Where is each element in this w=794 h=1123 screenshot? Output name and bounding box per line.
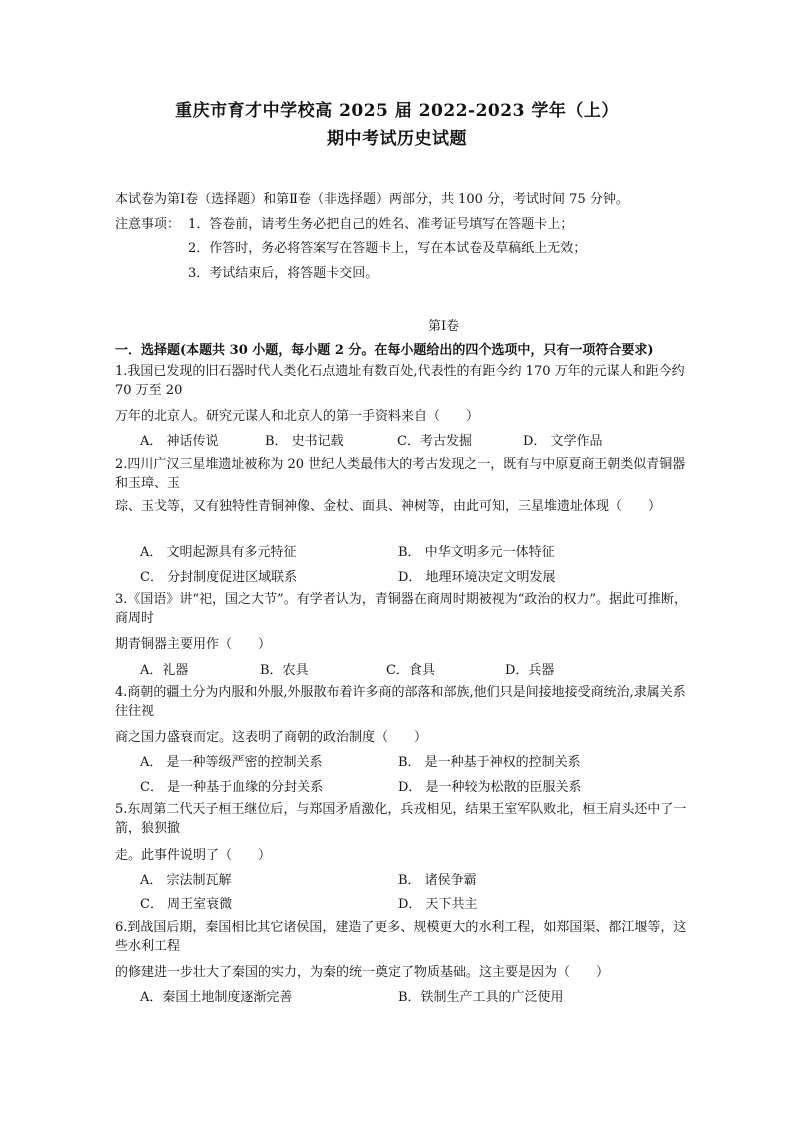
question-5-option-a: A． 宗法制瓦解 [140,873,232,888]
note-2: 2．作答时，务必将答案写在答题卡上，写在本试卷及草稿纸上无效； [188,241,587,256]
exam-title-line1: 重庆市育才中学校高 2025 届 2022-2023 学年（上） [175,101,619,121]
question-3-option-d: D．兵器 [505,663,555,678]
question-1-option-c: C．考古发掘 [397,434,472,449]
question-5-option-b: B． 诸侯争霸 [398,873,477,888]
question-2-stem-a: 2.四川广汉三星堆遗址被称为 20 世纪人类最伟大的考古发现之一，既有与中原夏商王朝类似青铜器和玉璋、玉 [115,457,686,491]
question-5-stem-a: 5.东周第二代天子桓王继位后，与郑国矛盾激化，兵戎相见，结果王室军队败北，桓王肩头还中了一箭，狼狈撤 [115,802,687,836]
question-3-stem-a: 3.《国语》讲“祀，国之大节”。有学者认为，青铜器在商周时期被视为“政治的权力”。据此可推断，商周时 [115,592,687,626]
volume-label: 第Ⅰ卷 [428,319,460,334]
question-5-option-c: C． 周王室衰微 [140,897,233,912]
question-3-option-a: A．礼器 [140,663,189,678]
question-5-option-d: D． 天下共主 [398,897,478,912]
question-1-stem-b: 万年的北京人。研究元谋人和北京人的第一手资料来自（ ） [115,409,480,424]
question-3-option-b: B．农具 [260,663,309,678]
question-2-option-a: A． 文明起源具有多元特征 [140,545,297,560]
question-4-stem-a: 4.商朝的疆土分为内服和外服,外服散布着许多商的部落和部族,他们只是间接地接受商统治,隶属关系往往视 [115,685,686,719]
question-6-option-b: B．铁制生产工具的广泛使用 [398,990,564,1005]
exam-title-line2: 期中考试历史试题 [327,129,467,149]
question-4-option-b: B． 是一种基于神权的控制关系 [398,755,581,770]
question-6-option-a: A．秦国土地制度逐渐完善 [140,990,293,1005]
section-instruction: 一．选择题(本题共 30 小题，每小题 2 分。在每小题给出的四个选项中，只有一项符合要求) [115,343,654,358]
question-2-option-b: B． 中华文明多元一体特征 [398,545,555,560]
question-2-stem-b: 琮、玉戈等，又有独特性青铜神像、金杖、面具、神树等，由此可知，三星堆遗址体现（ ） [115,499,662,514]
paper-info: 本试卷为第Ⅰ卷（选择题）和第Ⅱ卷（非选择题）两部分，共 100 分，考试时间 75 分钟。 [115,192,629,207]
question-1-option-b: B． 史书记载 [265,434,344,449]
question-1-stem-a: 1.我国已发现的旧石器时代人类化石点遗址有数百处,代表性的有距今约 170 万年的元谋人和距今约 70 万至 20 [115,364,685,398]
note-1: 1．答卷前，请考生务必把自己的姓名、准考证号填写在答题卡上； [188,217,574,232]
question-4-option-d: D． 是一种较为松散的臣服关系 [398,780,582,795]
question-4-option-c: C． 是一种基于血缘的分封关系 [140,780,324,795]
question-1-option-a: A． 神话传说 [140,434,219,449]
question-4-option-a: A． 是一种等级严密的控制关系 [140,755,323,770]
question-2-option-d: D． 地理环境决定文明发展 [398,570,556,585]
note-3: 3．考试结束后，将答题卡交回。 [188,266,379,281]
question-6-stem-a: 6.到战国后期，秦国相比其它诸侯国，建造了更多、规模更大的水利工程，如郑国渠、都江堰等，这些水利工程 [115,920,687,954]
question-5-stem-b: 走。此事件说明了（ ） [115,848,272,863]
question-6-stem-b: 的修建进一步壮大了秦国的实力，为秦的统一奠定了物质基础。这主要是因为（ ） [115,965,610,980]
notes-label: 注意事项： [115,217,181,232]
question-3-stem-b: 期青铜器主要用作（ ） [115,637,272,652]
question-1-option-d: D． 文学作品 [523,434,603,449]
question-3-option-c: C．食具 [386,663,435,678]
question-4-stem-b: 商之国力盛衰而定。这表明了商朝的政治制度（ ） [115,730,428,745]
question-2-option-c: C． 分封制度促进区域联系 [140,570,298,585]
